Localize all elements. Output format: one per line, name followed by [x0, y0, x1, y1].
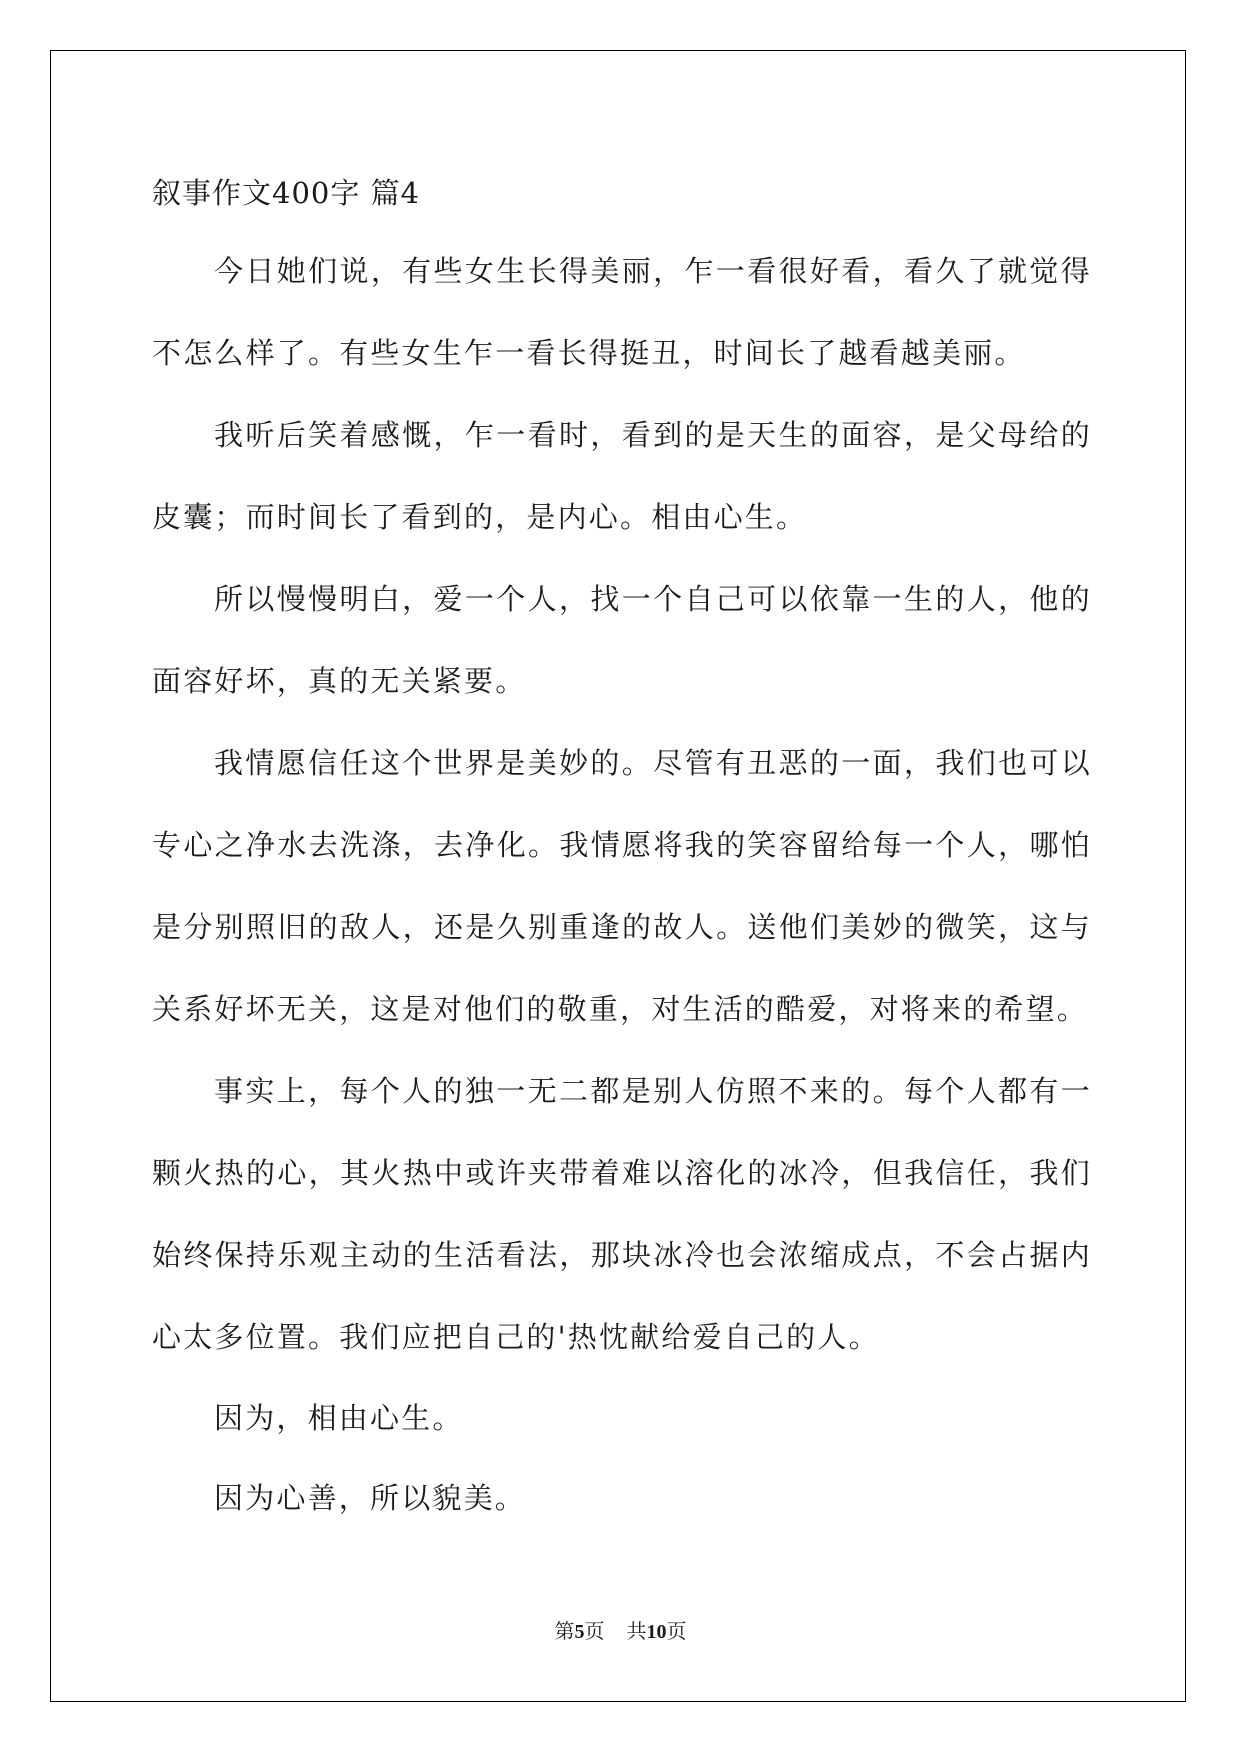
paragraph: 我听后笑着感慨，乍一看时，看到的是天生的面容，是父母给的皮囊；而时间长了看到的，是内心。相由心生。: [152, 418, 1092, 534]
paragraph: 所以慢慢明白，爱一个人，找一个自己可以依靠一生的人，他的面容好坏，真的无关紧要。: [152, 582, 1092, 698]
total-pages: 10: [646, 1621, 667, 1643]
total-suffix: 页: [666, 1621, 687, 1643]
document-body: [152, 160, 1092, 1538]
total-prefix: 共: [626, 1621, 647, 1643]
paragraph: 事实上，每个人的独一无二都是别人仿照不来的。每个人都有一颗火热的心，其火热中或许夹带着难以溶化的冰冷，但我信任，我们始终保持乐观主动的生活看法，那块冰冷也会浓缩成点，不会占据内心太多位置。我们应把自己的'热忱献给爱自己的人。: [152, 1074, 1092, 1354]
paragraph: 我情愿信任这个世界是美妙的。尽管有丑恶的一面，我们也可以专心之净水去洗涤，去净化。我情愿将我的笑容留给每一个人，哪怕是分别照旧的敌人，还是久别重逢的故人。送他们美妙的微笑，这与关系好坏无关，这是对他们的敬重，对生活的酷爱，对将来的希望。: [152, 746, 1092, 1026]
page-footer: [0, 1615, 1241, 1644]
paragraph: 因为，相由心生。: [214, 1401, 464, 1435]
paragraph: 因为心善，所以貌美。: [214, 1481, 527, 1515]
document-heading: 叙事作文400字 篇4: [152, 176, 421, 210]
page-suffix: 页: [584, 1621, 605, 1643]
page-prefix: 第: [554, 1621, 575, 1643]
paragraph: 今日她们说，有些女生长得美丽，乍一看很好看，看久了就觉得不怎么样了。有些女生乍一看长得挺丑，时间长了越看越美丽。: [152, 254, 1092, 370]
page-number: 5: [574, 1621, 585, 1643]
